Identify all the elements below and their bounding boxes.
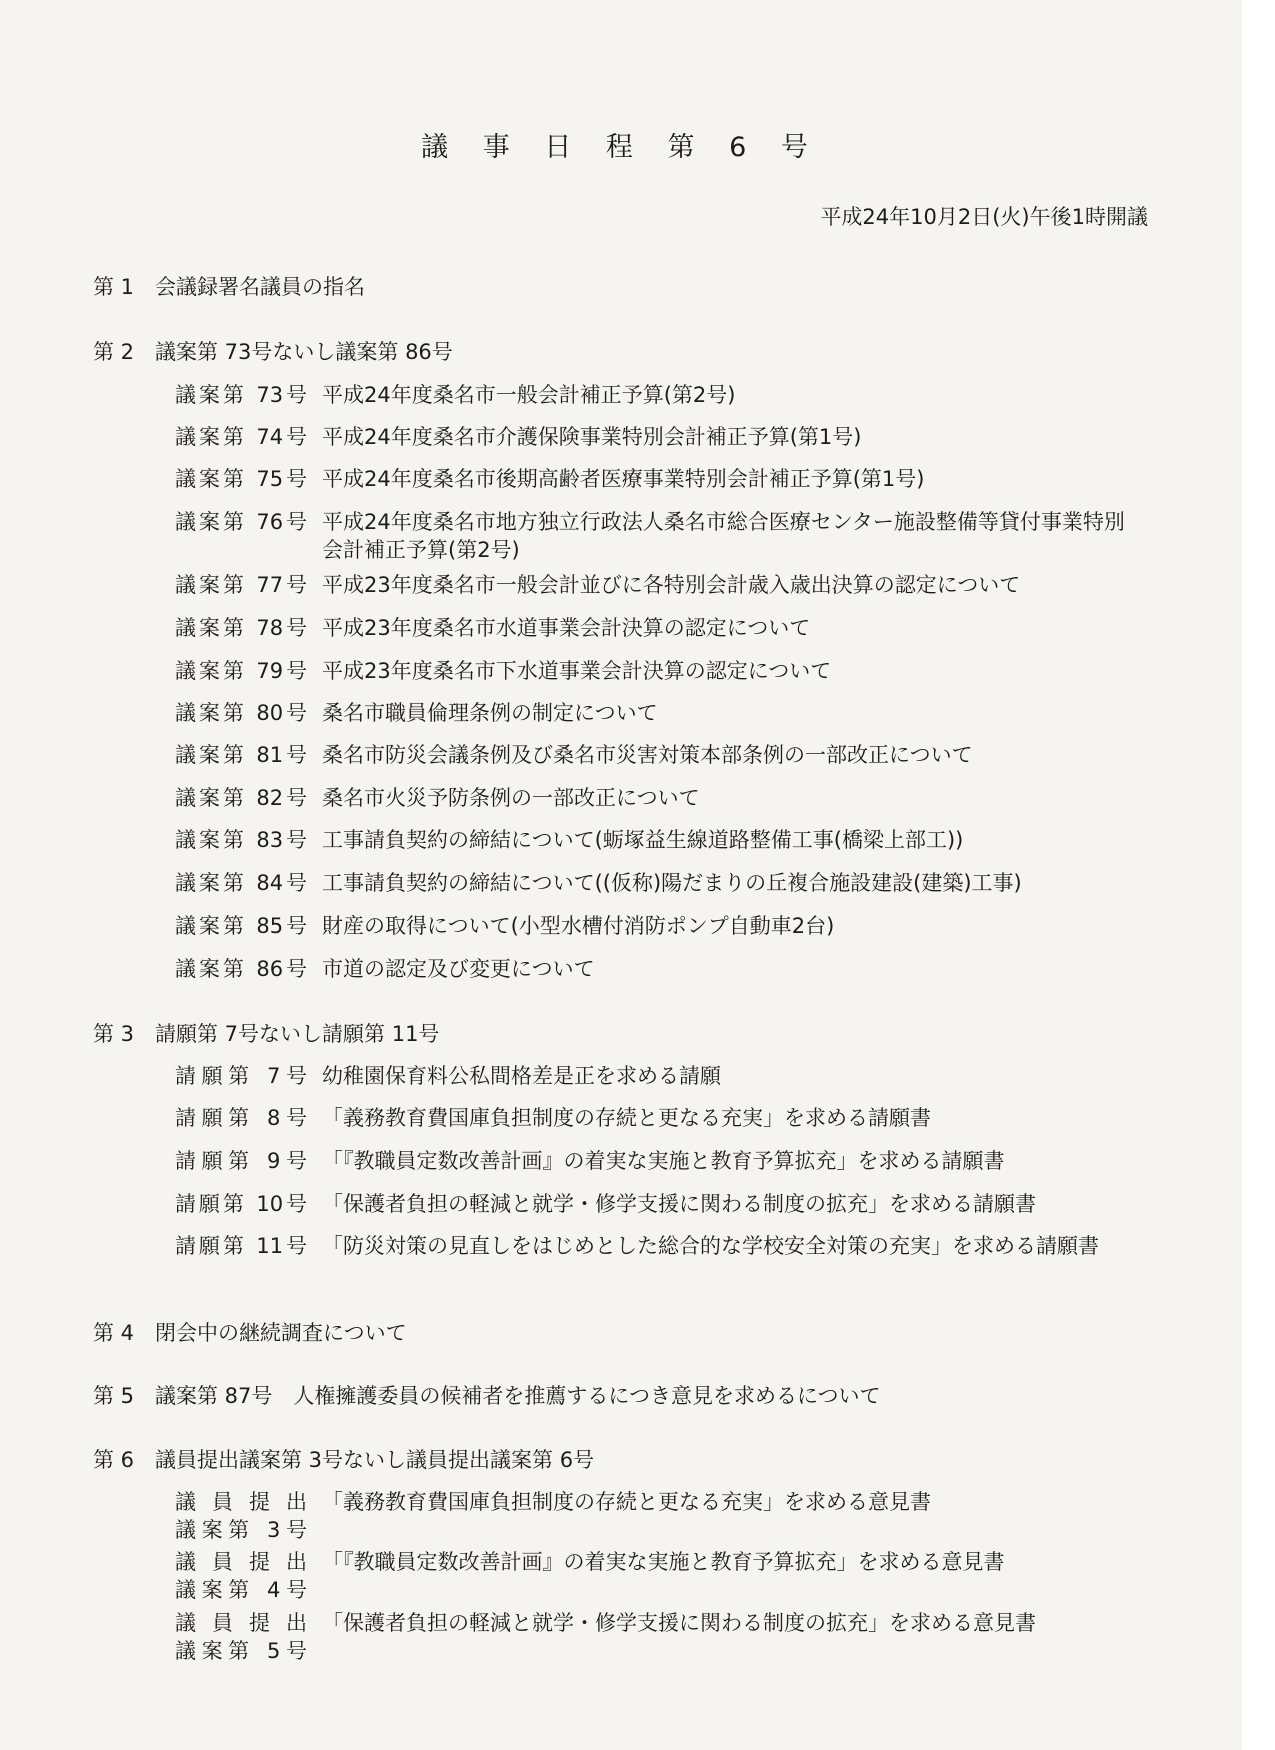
bill-title: 平成24年度桑名市地方独立行政法人桑名市総合医療センター施設整備等貸付事業特別会計補正予算(第2号)	[322, 510, 1125, 562]
petition-number: 請願第 11号	[175, 1234, 307, 1258]
section-title: 会議録署名議員の指名	[155, 275, 365, 299]
petition-title: 「『教職員定数改善計画』の着実な実施と教育予算拡充」を求める請願書	[322, 1149, 1005, 1173]
petition-number: 請願第 10号	[175, 1192, 307, 1216]
bill-title: 市道の認定及び変更について	[322, 957, 595, 981]
bill-title: 平成24年度桑名市介護保険事業特別会計補正予算(第1号)	[322, 425, 862, 449]
section-title: 議案第 73号ないし議案第 86号	[155, 340, 453, 364]
bill-title: 桑名市防災会議条例及び桑名市災害対策本部条例の一部改正について	[322, 743, 973, 767]
bill-number: 議案第 79号	[175, 659, 307, 683]
bill-number: 議案第 82号	[175, 786, 307, 810]
bill-title: 桑名市職員倫理条例の制定について	[322, 701, 658, 725]
petition-title: 幼稚園保育料公私間格差是正を求める請願	[322, 1064, 721, 1088]
agenda-section-5	[93, 1381, 881, 1411]
section-number: 第 5	[93, 1384, 135, 1408]
petition-title: 「保護者負担の軽減と就学・修学支援に関わる制度の拡充」を求める請願書	[322, 1192, 1036, 1216]
bill-title: 桑名市火災予防条例の一部改正について	[322, 786, 700, 810]
bill-number: 議案第 77号	[175, 573, 307, 597]
member-bill-number: 議案第 3号	[175, 1518, 307, 1542]
section-number: 第 6	[93, 1448, 135, 1472]
bill-number: 議案第 83号	[175, 828, 307, 852]
member-bill-number: 議案第 4号	[175, 1578, 307, 1602]
document-title: 議 事 日 程 第 6 号	[421, 132, 821, 163]
petition-title: 「防災対策の見直しをはじめとした総合的な学校安全対策の充実」を求める請願書	[322, 1234, 1099, 1258]
member-bill-title: 「『教職員定数改善計画』の着実な実施と教育予算拡充」を求める意見書	[322, 1550, 1005, 1574]
bill-title: 工事請負契約の締結について(蛎塚益生線道路整備工事(橋梁上部工))	[322, 828, 964, 852]
bill-title: 平成23年度桑名市一般会計並びに各特別会計歳入歳出決算の認定について	[322, 573, 1021, 597]
section-number: 第 1	[93, 275, 135, 299]
petition-title: 「義務教育費国庫負担制度の存続と更なる充実」を求める請願書	[322, 1106, 931, 1130]
page-margin	[1242, 0, 1275, 1750]
bill-number: 議案第 84号	[175, 871, 307, 895]
member-bill-title: 「義務教育費国庫負担制度の存続と更なる充実」を求める意見書	[322, 1490, 931, 1514]
member-bill-number: 議案第 5号	[175, 1639, 307, 1663]
agenda-section-4	[93, 1318, 407, 1348]
petition-number: 請願第 9号	[175, 1149, 307, 1173]
agenda-section-6	[93, 1445, 594, 1475]
section-number: 第 2	[93, 340, 135, 364]
agenda-section-3	[93, 1019, 439, 1049]
section-number: 第 4	[93, 1321, 135, 1345]
petition-number: 請願第 8号	[175, 1106, 307, 1130]
bill-title: 平成23年度桑名市水道事業会計決算の認定について	[322, 616, 811, 640]
section-title: 議員提出議案第 3号ないし議員提出議案第 6号	[155, 1448, 595, 1472]
bill-title: 平成24年度桑名市一般会計補正予算(第2号)	[322, 383, 736, 407]
bill-number: 議案第 73号	[175, 383, 307, 407]
section-title: 議案第 87号 人権擁護委員の候補者を推薦するにつき意見を求めるについて	[155, 1384, 881, 1408]
bill-number: 議案第 75号	[175, 467, 307, 491]
bill-number: 議案第 76号	[175, 510, 307, 534]
member-bill-label: 議員提出	[175, 1550, 307, 1574]
section-title: 請願第 7号ないし請願第 11号	[155, 1022, 440, 1046]
meeting-date: 平成24年10月2日(火)午後1時開議	[820, 205, 1148, 229]
member-bill-label: 議員提出	[175, 1611, 307, 1635]
section-number: 第 3	[93, 1022, 135, 1046]
bill-number: 議案第 86号	[175, 957, 307, 981]
member-bill-label: 議員提出	[175, 1490, 307, 1514]
bill-number: 議案第 81号	[175, 743, 307, 767]
bill-title: 平成23年度桑名市下水道事業会計決算の認定について	[322, 659, 832, 683]
bill-number: 議案第 74号	[175, 425, 307, 449]
bill-title: 財産の取得について(小型水槽付消防ポンプ自動車2台)	[322, 914, 835, 938]
petition-number: 請願第 7号	[175, 1064, 307, 1088]
agenda-section-2	[93, 337, 453, 367]
member-bill-title: 「保護者負担の軽減と就学・修学支援に関わる制度の拡充」を求める意見書	[322, 1611, 1036, 1635]
bill-title: 平成24年度桑名市後期高齢者医療事業特別会計補正予算(第1号)	[322, 467, 925, 491]
bill-number: 議案第 78号	[175, 616, 307, 640]
bill-title: 工事請負契約の締結について((仮称)陽だまりの丘複合施設建設(建築)工事)	[322, 871, 1022, 895]
section-title: 閉会中の継続調査について	[155, 1321, 407, 1345]
agenda-section-1	[93, 272, 365, 302]
bill-number: 議案第 80号	[175, 701, 307, 725]
bill-number: 議案第 85号	[175, 914, 307, 938]
